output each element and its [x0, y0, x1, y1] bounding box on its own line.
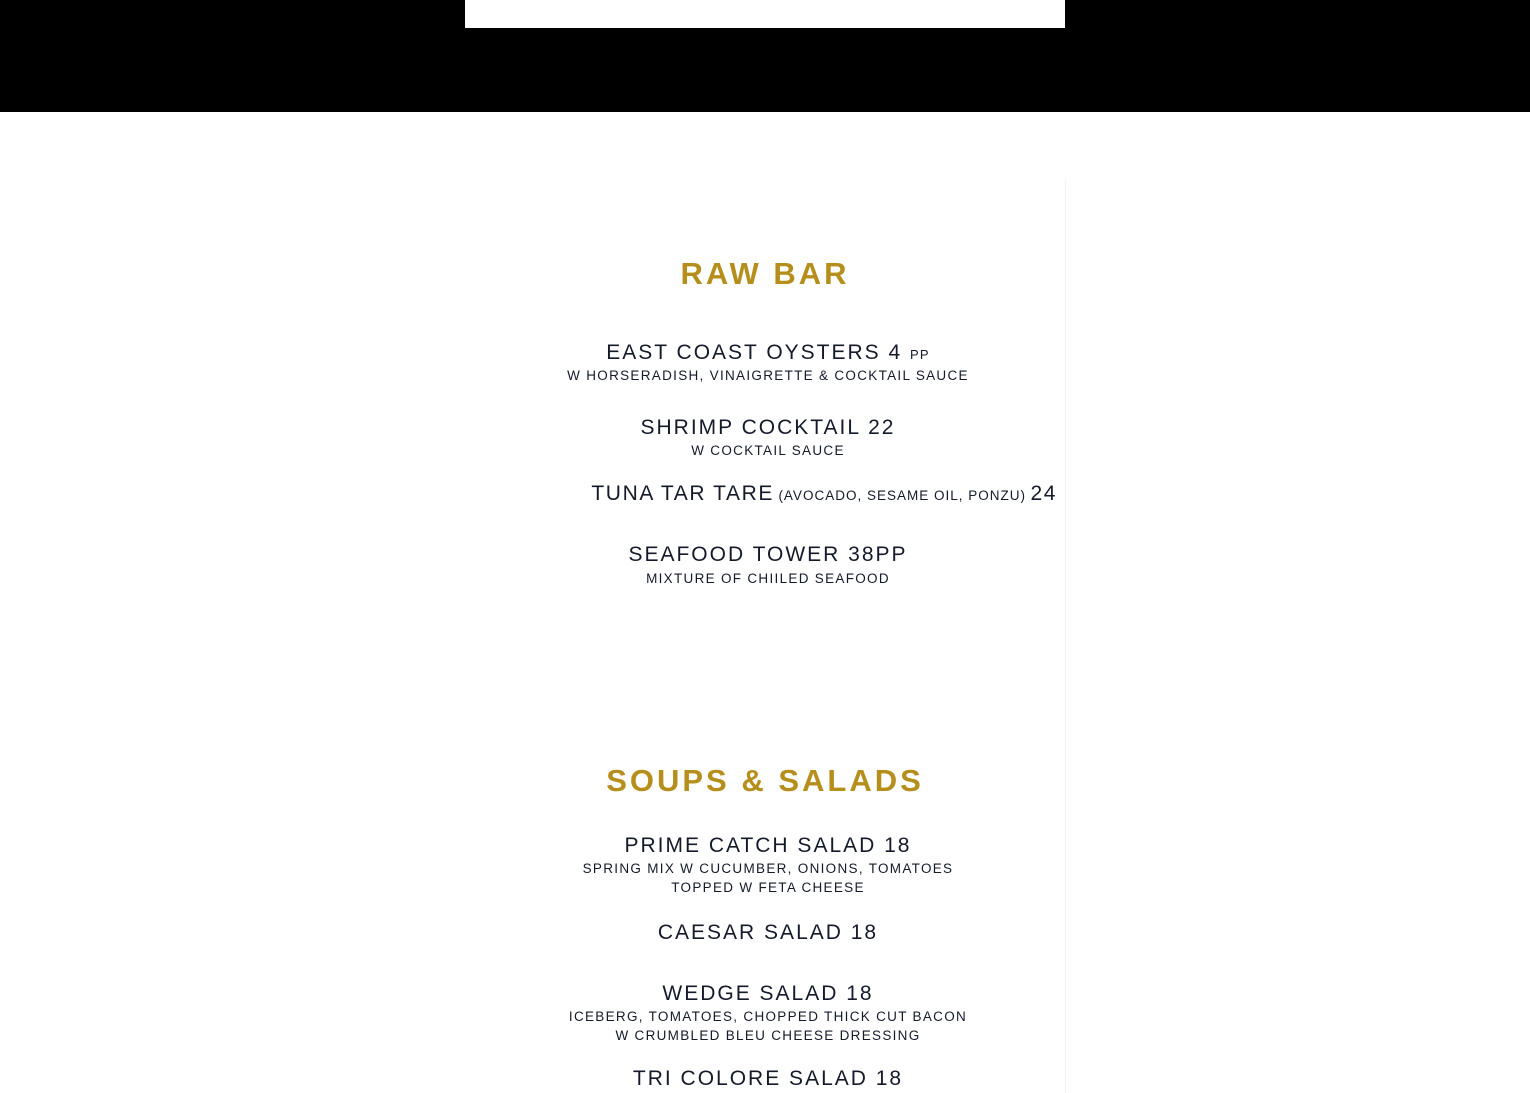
- tuna-price: 24: [1030, 482, 1057, 505]
- tuna-name: TUNA TAR TARE: [591, 482, 774, 505]
- menu-page: [465, 180, 1066, 1093]
- seafood-tower-description: MIXTURE OF CHIILED SEAFOOD: [646, 571, 890, 586]
- prime-catch-description-line-1: SPRING MIX W CUCUMBER, ONIONS, TOMATOES: [582, 861, 954, 876]
- oysters-description: W HORSERADISH, VINAIGRETTE & COCKTAIL SAUCE: [567, 368, 969, 383]
- wedge-description-line-1: ICEBERG, TOMATOES, CHOPPED THICK CUT BACON: [568, 1009, 968, 1024]
- menu-item-caesar-salad: CAESAR SALAD 18: [657, 921, 879, 944]
- menu-item-prime-catch-salad: PRIME CATCH SALAD 18: [624, 834, 912, 857]
- previous-menu-page: [465, 0, 1065, 28]
- menu-item-wedge-salad: WEDGE SALAD 18: [662, 982, 874, 1005]
- menu-item-oysters: [465, 341, 1066, 365]
- oysters-name: EAST COAST OYSTERS 4: [606, 341, 903, 364]
- shrimp-cocktail-description: W COCKTAIL SAUCE: [691, 443, 845, 458]
- raw-bar-heading: RAW BAR: [680, 256, 850, 291]
- wedge-description-line-2: W CRUMBLED BLEU CHEESE DRESSING: [615, 1028, 921, 1043]
- prime-catch-description-line-2: TOPPED W FETA CHEESE: [671, 880, 865, 895]
- top-dark-band: [0, 0, 1530, 112]
- oysters-unit: PP: [910, 347, 930, 362]
- soups-salads-heading: SOUPS & SALADS: [606, 763, 924, 798]
- menu-item-tri-colore-salad: TRI COLORE SALAD 18: [632, 1067, 904, 1090]
- menu-item-seafood-tower: SEAFOOD TOWER 38PP: [628, 543, 908, 566]
- menu-item-shrimp-cocktail: SHRIMP COCKTAIL 22: [640, 416, 896, 439]
- menu-item-tuna-tartare: [465, 482, 1065, 506]
- tuna-note: (AVOCADO, SESAME OIL, PONZU): [778, 488, 1026, 503]
